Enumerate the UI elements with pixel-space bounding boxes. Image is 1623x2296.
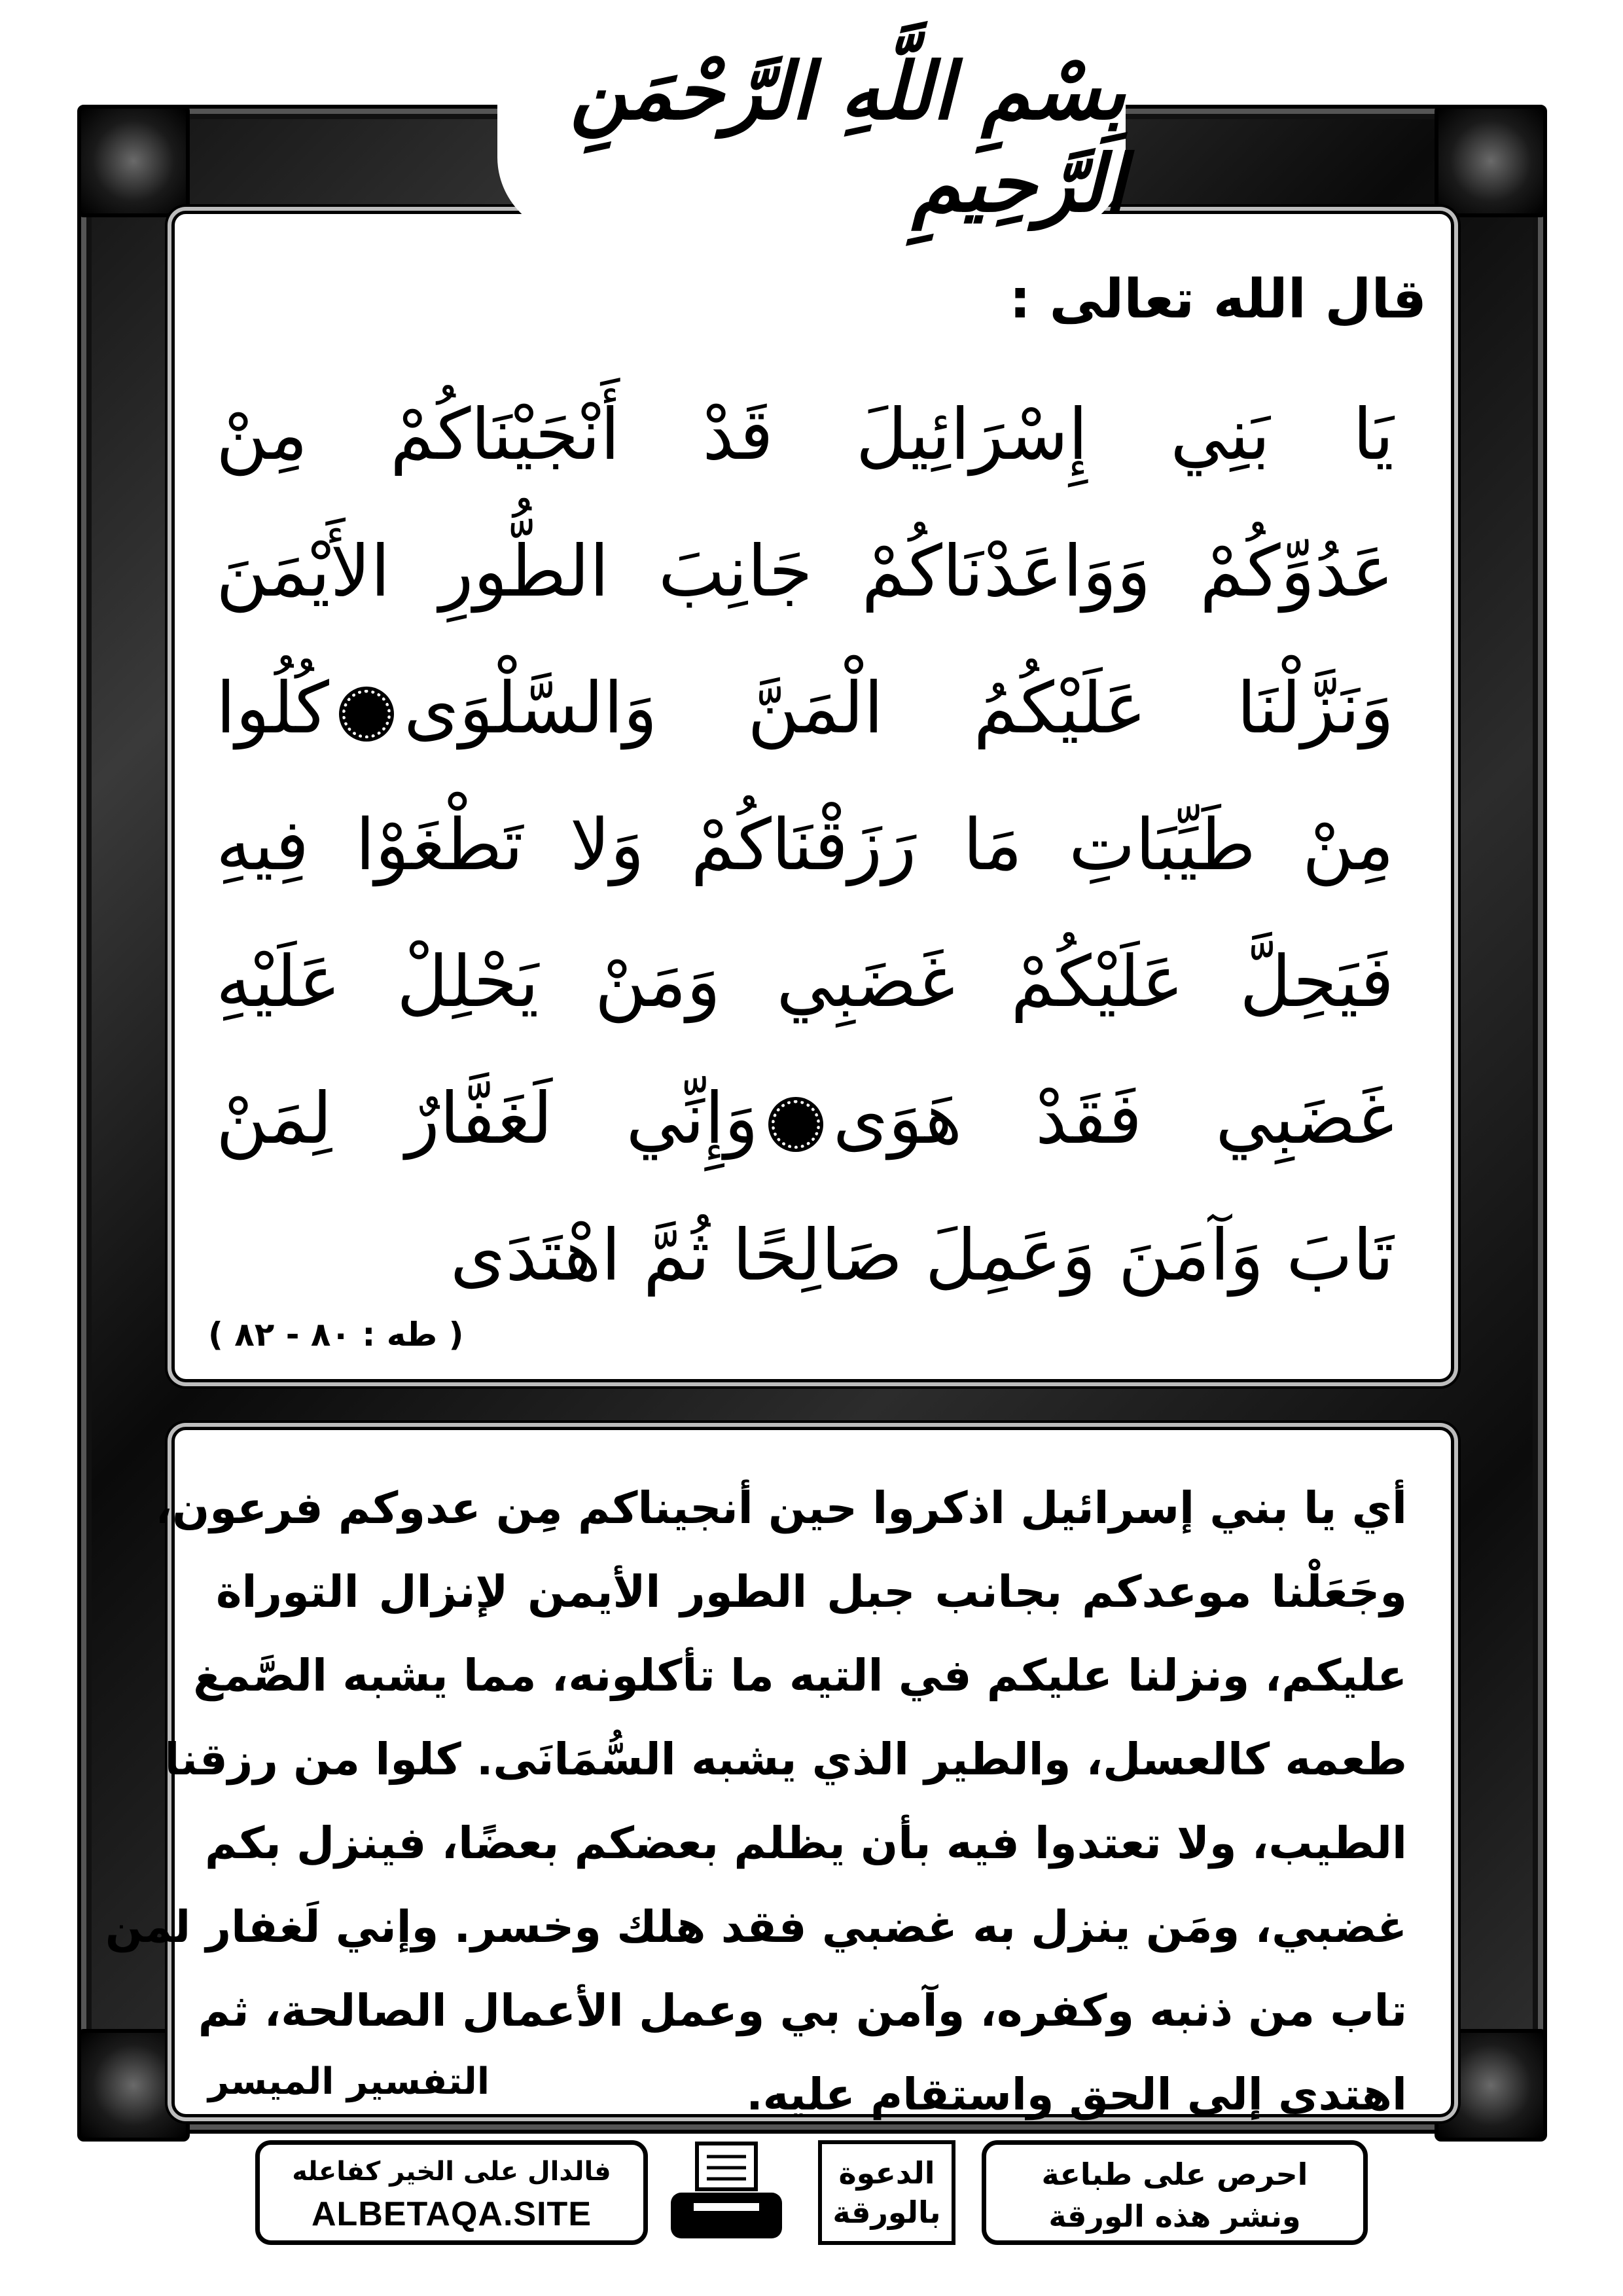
tafsir-line: وجَعَلْنا موعدكم بجانب جبل الطور الأيمن لإنزال التوراة [216,1566,1407,1617]
tafsir-line: عليكم، ونزلنا عليكم في التيه ما تأكلونه، مما يشبه الصَّمغ [193,1650,1407,1701]
footer-print-box [982,2140,1368,2245]
logo-line: بالورقة [832,2195,941,2230]
verse-line: غَضَبِي فَقَدْ هَوَىوَإِنِّي لَغَفَّارٌ لِمَنْ [216,1078,1394,1160]
tafsir-line: الطيب، ولا تعتدوا فيه بأن يظلم بعضكم بعضًا، فينزل بكم [204,1818,1407,1869]
footer-print-line: احرص على طباعة [1041,2157,1308,2192]
verse-line: وَنَزَّلْنَا عَلَيْكُمُ الْمَنَّ وَالسَّلْوَىكُلُوا [216,668,1394,749]
footer-print-line: ونشر هذه الورقة [1048,2198,1301,2234]
tafsir-line: غضبي، ومَن ينزل به غضبي فقد هلك وخسر. وإني لَغفار لمن [105,1901,1407,1952]
tafsir-source: التفسير الميسر [208,2060,490,2103]
footer-proverb: فالدال على الخير كفاعله [292,2157,611,2187]
logo-line: الدعوة [838,2155,935,2191]
frame-corner-top-left [77,105,190,217]
tafsir-line: اهتدى إلى الحق واستقام عليه. [746,2069,1407,2120]
verse-line: تَابَ وَآمَنَ وَعَمِلَ صَالِحًا ثُمَّ اهْتَدَى [450,1215,1394,1297]
tafsir-text [105,1466,1407,2136]
tafsir-line: تاب من ذنبه وكفره، وآمن بي وعمل الأعمال الصالحة، ثم [198,1985,1407,2036]
footer [255,2140,1368,2258]
ayah-end-icon [342,690,391,738]
verse-line: عَدُوِّكُمْ وَوَاعَدْنَاكُمْ جَانِبَ الطُّورِ الأَيْمَنَ [216,531,1394,613]
frame-corner-top-right [1435,105,1547,217]
printer-icon [668,2140,785,2245]
verse-line: فَيَحِلَّ عَلَيْكُمْ غَضَبِي وَمَنْ يَحْلِلْ عَلَيْهِ [216,941,1394,1023]
footer-website-box [255,2140,648,2245]
verse-line: يَا بَنِي إِسْرَائِيلَ قَدْ أَنْجَيْنَاكُمْ مِنْ [216,394,1394,476]
tafsir-line: طعمه كالعسل، والطير الذي يشبه السُّمَانَى. كلوا من رزقنا [164,1734,1407,1785]
bismillah-calligraphy: بِسْمِ اللَّهِ الرَّحْمَنِ الرَّحِيمِ [497,39,1126,236]
ayah-end-icon [772,1100,820,1149]
verse-line: مِنْ طَيِّبَاتِ مَا رَزَقْنَاكُمْ وَلا تَطْغَوْا فِيهِ [216,804,1394,886]
tafsir-line: أي يا بني إسرائيل اذكروا حين أنجيناكم مِن عدوكم فرعون، [155,1482,1407,1534]
footer-website: ALBETAQA.SITE [311,2195,592,2233]
dawah-logo [818,2140,955,2245]
intro-heading: قال الله تعالى : [1009,268,1427,331]
verse-reference: ( طه : ٨٠ - ٨٢ ) [208,1316,464,1354]
quran-verse [216,367,1394,1324]
